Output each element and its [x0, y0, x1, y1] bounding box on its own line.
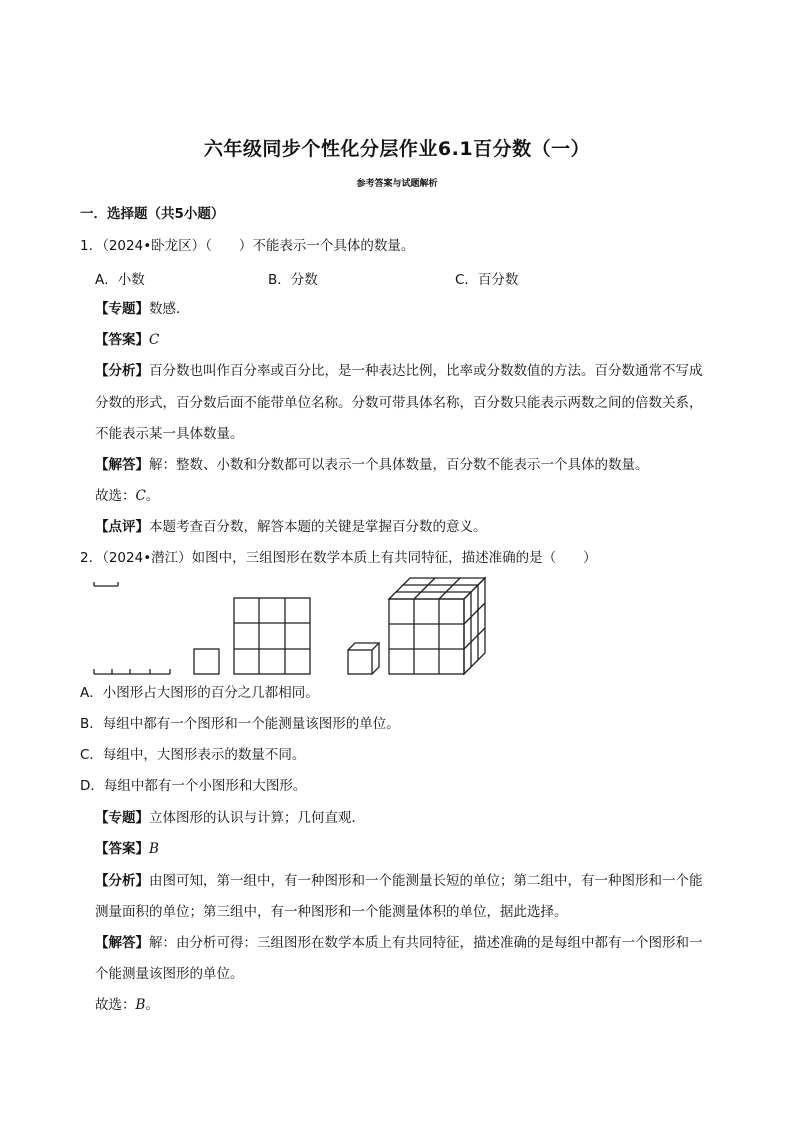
length-unit-segment: [94, 582, 118, 586]
solution-text: 解：由分析可得：三组图形在数学本质上有共同特征，描述准确的是每组中都有一个图形和一: [149, 935, 703, 951]
comment-tag: 【点评】: [95, 519, 149, 535]
q1-topic: [95, 299, 190, 319]
q1-analysis-line-2: 分数的形式，百分数后面不能带单位名称。分数可带具体名称，百分数只能表示两数之间的倍数关系，: [95, 395, 703, 411]
answer-tag: 【答案】: [95, 332, 149, 348]
choose-suffix: 。: [145, 997, 159, 1013]
q2-option-a: A．小图形占大图形的百分之几都相同。: [80, 685, 319, 701]
answer-value: C: [149, 332, 160, 348]
q2-analysis-line-1: [95, 871, 703, 891]
q2-analysis-line-2: 测量面积的单位；第三组中，有一种图形和一个能测量体积的单位，据此选择。: [95, 904, 568, 920]
solution-tag: 【解答】: [95, 935, 149, 951]
choose-value: B: [135, 997, 146, 1013]
section-heading: 一．选择题（共5小题）: [80, 206, 225, 222]
area-grid-3x3: [234, 598, 310, 674]
comment-text: 本题考查百分数，解答本题的关键是掌握百分数的意义。: [149, 519, 487, 535]
length-line-segment: [94, 669, 170, 674]
q1-option-b: B．分数: [268, 272, 318, 288]
choose-suffix: 。: [145, 488, 160, 504]
solution-tag: 【解答】: [95, 457, 149, 473]
topic-tag: 【专题】: [95, 301, 149, 317]
q1-choose: [95, 486, 159, 506]
solution-text: 解：整数、小数和分数都可以表示一个具体数量，百分数不能表示一个具体的数量。: [149, 457, 649, 473]
answer-value: B: [149, 841, 159, 857]
q2-solution-line-1: [95, 933, 703, 953]
question-2-stem: 2．（2024•潜江）如图中，三组图形在数学本质上有共同特征，描述准确的是（ ）: [80, 550, 597, 566]
analysis-text: 由图可知，第一组中，有一种图形和一个能测量长短的单位；第二组中，有一种图形和一个能: [149, 873, 703, 889]
choose-prefix: 故选：: [95, 488, 136, 504]
q1-solution: [95, 455, 649, 475]
q1-answer: [95, 330, 159, 350]
q1-option-c: C．百分数: [455, 272, 519, 288]
volume-unit-cube: [348, 643, 379, 674]
q2-figure: [80, 562, 520, 678]
topic-text: 立体图形的认识与计算；几何直观．: [149, 810, 365, 826]
analysis-tag: 【分析】: [95, 363, 149, 379]
page-subtitle: 参考答案与试题解析: [356, 179, 438, 189]
q2-option-b: B．每组中都有一个图形和一个能测量该图形的单位。: [80, 716, 400, 732]
q1-analysis-line-1: [95, 361, 703, 381]
page-title: 六年级同步个性化分层作业6.1百分数（一）: [203, 138, 591, 160]
topic-tag: 【专题】: [95, 810, 149, 826]
q2-topic: [95, 808, 365, 828]
q2-solution-line-2: 个能测量该图形的单位。: [95, 966, 244, 982]
choose-prefix: 故选：: [95, 997, 136, 1013]
volume-cube-3x3x3: [389, 578, 485, 674]
q1-comment: [95, 517, 487, 537]
analysis-tag: 【分析】: [95, 873, 149, 889]
choose-value: C: [135, 488, 146, 504]
answer-tag: 【答案】: [95, 841, 149, 857]
q2-option-c: C．每组中，大图形表示的数量不同。: [80, 747, 306, 763]
q1-option-a: A．小数: [95, 272, 145, 288]
q1-analysis-line-3: 不能表示某一具体数量。: [95, 426, 244, 442]
area-unit-square: [194, 649, 219, 674]
topic-text: 数感．: [149, 301, 190, 317]
question-1-stem: 1．（2024•卧龙区）（ ）不能表示一个具体的数量。: [80, 238, 415, 254]
q2-answer: [95, 839, 159, 859]
analysis-text: 百分数也叫作百分率或百分比，是一种表达比例，比率或分数数值的方法。百分数通常不写成: [149, 363, 703, 379]
q2-choose: [95, 995, 159, 1015]
q2-option-d: D．每组中都有一个小图形和大图形。: [80, 778, 307, 794]
